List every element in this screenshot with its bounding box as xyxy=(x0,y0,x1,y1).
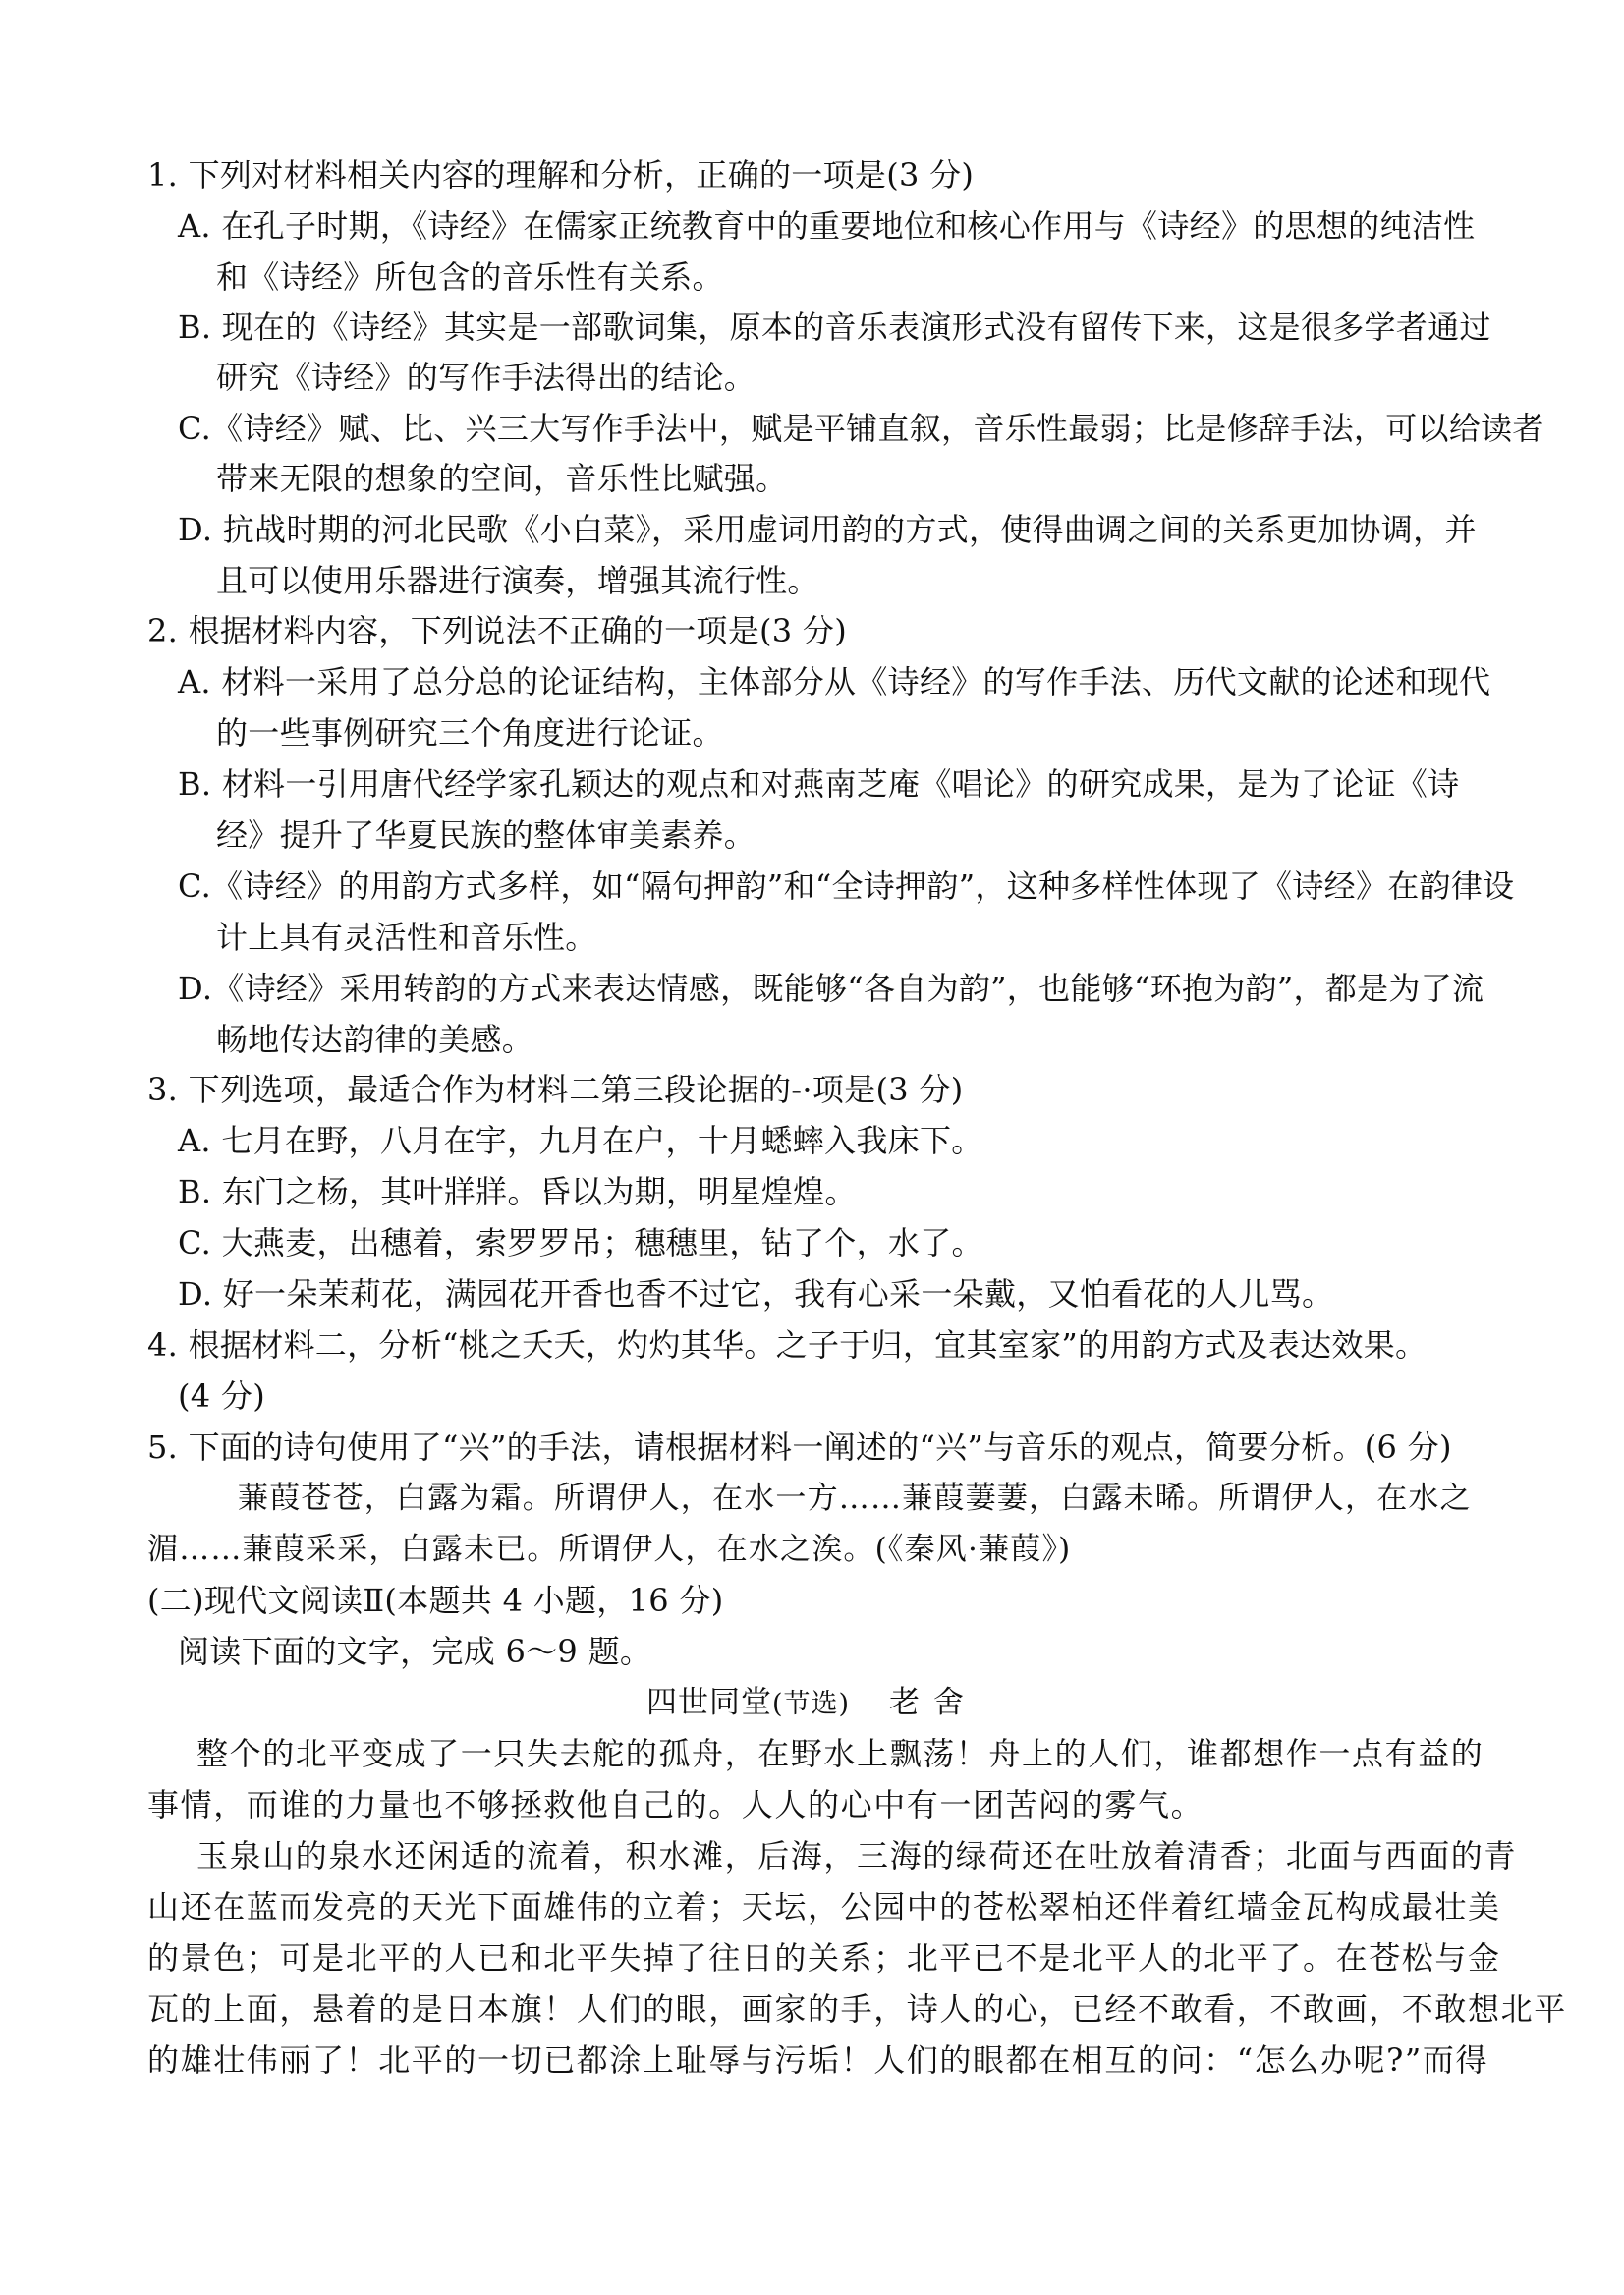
section-heading: (二)现代文阅读Ⅱ(本题共 4 小题，16 分) xyxy=(147,1582,724,1619)
question-2-option-c-cont: 计上具有灵活性和音乐性。 xyxy=(216,919,597,956)
question-1-option-b: B. 现在的《诗经》其实是一部歌词集，原本的音乐表演形式没有留传下来，这是很多学者通过 xyxy=(178,308,1491,346)
question-2-option-a: A. 材料一采用了总分总的论证结构，主体部分从《诗经》的写作手法、历代文献的论述和现代 xyxy=(178,663,1491,700)
question-2-option-c: C.《诗经》的用韵方式多样，如“隔句押韵”和“全诗押韵”，这种多样性体现了《诗经》在韵律设 xyxy=(178,868,1515,905)
question-1-stem: 1. 下列对材料相关内容的理解和分析，正确的一项是(3 分) xyxy=(147,156,975,194)
question-2-option-d-cont: 畅地传达韵律的美感。 xyxy=(216,1021,534,1058)
passage-p2-line-2: 山还在蓝而发亮的天光下面雄伟的立着；天坛，公园中的苍松翠柏还伴着红墙金瓦构成最壮美 xyxy=(147,1888,1501,1926)
question-1-option-c: C.《诗经》赋、比、兴三大写作手法中，赋是平铺直叙，音乐性最弱；比是修辞手法，可以给读者 xyxy=(178,410,1544,447)
question-5-stem: 5. 下面的诗句使用了“兴”的手法，请根据材料一阐述的“兴”与音乐的观点，简要分析。(6 分) xyxy=(147,1428,1452,1466)
question-1-option-c-cont: 带来无限的想象的空间，音乐性比赋强。 xyxy=(216,460,788,497)
passage-p2-line-4: 瓦的上面，悬着的是日本旗！人们的眼，画家的手，诗人的心，已经不敢看，不敢画，不敢想北平 xyxy=(147,1990,1567,2028)
question-2-option-b-cont: 经》提升了华夏民族的整体审美素养。 xyxy=(216,816,756,854)
question-3-option-c: C. 大燕麦，出穗着，索罗罗吊；穗穗里，钻了个，水了。 xyxy=(178,1224,983,1261)
passage-author: 老舍 xyxy=(889,1685,979,1720)
section-instruction: 阅读下面的文字，完成 6～9 题。 xyxy=(178,1633,652,1670)
passage-title-line xyxy=(0,1683,1624,1724)
passage-p1-line-2: 事情，而谁的力量也不够拯救他自己的。人人的心中有一团苦闷的雾气。 xyxy=(147,1786,1204,1823)
poem-line-2: 湄……蒹葭采采，白露未已。所谓伊人，在水之涘。(《秦风·蒹葭》) xyxy=(147,1532,1072,1567)
question-1-option-a: A. 在孔子时期，《诗经》在儒家正统教育中的重要地位和核心作用与《诗经》的思想的纯洁性 xyxy=(178,207,1476,245)
question-1-option-d: D. 抗战时期的河北民歌《小白菜》，采用虚词用韵的方式，使得曲调之间的关系更加协调，并 xyxy=(178,511,1477,548)
question-4-stem: 4. 根据材料二，分析“桃之夭夭，灼灼其华。之子于归，宜其室家”的用韵方式及表达效果。 xyxy=(147,1326,1428,1364)
question-3-option-a: A. 七月在野，八月在宇，九月在户，十月蟋蟀入我床下。 xyxy=(178,1122,983,1159)
passage-title: 四世同堂 xyxy=(645,1685,772,1720)
question-2-option-a-cont: 的一些事例研究三个角度进行论证。 xyxy=(216,714,724,752)
question-2-option-d: D.《诗经》采用转韵的方式来表达情感，既能够“各自为韵”，也能够“环抱为韵”，都是为了流 xyxy=(178,970,1484,1007)
question-3-stem: 3. 下列选项，最适合作为材料二第三段论据的-·项是(3 分) xyxy=(147,1071,964,1108)
question-2-stem: 2. 根据材料内容，下列说法不正确的一项是(3 分) xyxy=(147,612,848,649)
poem-line-1: 蒹葭苍苍，白露为霜。所谓伊人，在水一方……蒹葭萋萋，白露未晞。所谓伊人，在水之 xyxy=(238,1481,1472,1516)
question-4-points: (4 分) xyxy=(178,1377,265,1415)
question-1-option-d-cont: 且可以使用乐器进行演奏，增强其流行性。 xyxy=(216,562,819,599)
question-2-option-b: B. 材料一引用唐代经学家孔颖达的观点和对燕南芝庵《唱论》的研究成果，是为了论证《诗 xyxy=(178,765,1460,803)
passage-p2-line-5: 的雄壮伟丽了！北平的一切已都涂上耻辱与污垢！人们的眼都在相互的问：“怎么办呢?”而得 xyxy=(147,2042,1489,2079)
passage-p2-line-1: 玉泉山的泉水还闲适的流着，积水滩，后海，三海的绿荷还在吐放着清香；北面与西面的青 xyxy=(196,1837,1518,1875)
question-3-option-b: B. 东门之杨，其叶牂牂。昏以为期，明星煌煌。 xyxy=(178,1173,857,1210)
question-1-option-b-cont: 研究《诗经》的写作手法得出的结论。 xyxy=(216,359,756,396)
passage-title-note: (节选) xyxy=(771,1689,851,1719)
passage-p1-line-1: 整个的北平变成了一只失去舵的孤舟，在野水上飘荡！舟上的人们，谁都想作一点有益的 xyxy=(196,1735,1484,1772)
passage-p2-line-3: 的景色；可是北平的人已和北平失掉了往日的关系；北平已不是北平人的北平了。在苍松与金 xyxy=(147,1939,1501,1977)
question-1-option-a-cont: 和《诗经》所包含的音乐性有关系。 xyxy=(216,258,724,296)
question-3-option-d: D. 好一朵茉莉花，满园花开香也香不过它，我有心采一朵戴，又怕看花的人儿骂。 xyxy=(178,1275,1334,1313)
